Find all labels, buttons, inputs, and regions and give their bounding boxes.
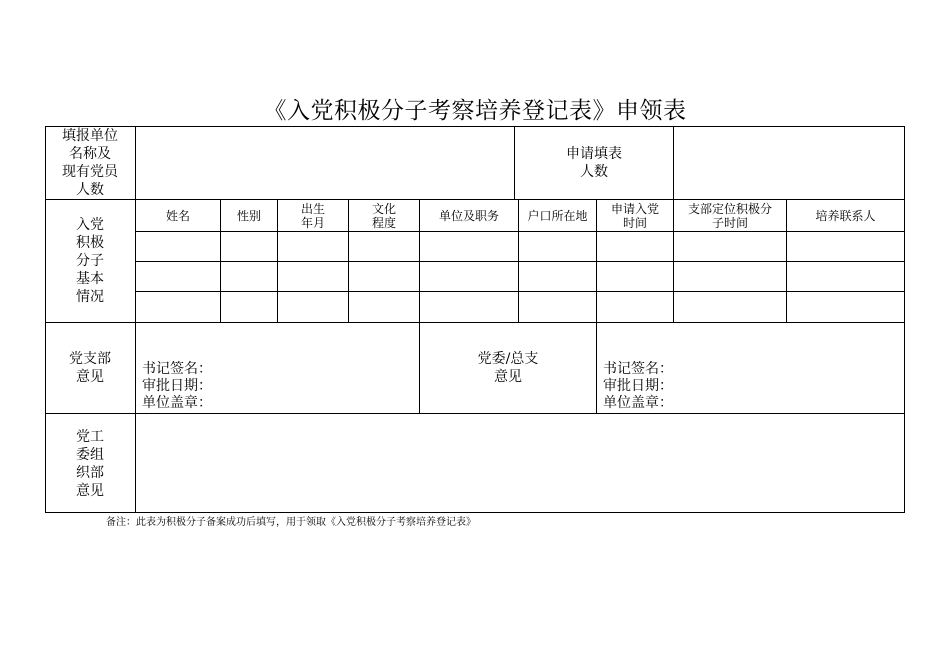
cell-name[interactable] — [136, 292, 220, 322]
cell-contact-person[interactable] — [787, 262, 904, 291]
cell-gender[interactable] — [221, 232, 277, 261]
label-line: 人数 — [580, 163, 608, 180]
cell-birth[interactable] — [278, 262, 348, 291]
header-text: 程度 — [371, 215, 396, 230]
branch-signature-block[interactable] — [142, 361, 212, 412]
header-text: 出生 — [300, 201, 325, 216]
header-unit-position — [420, 200, 518, 231]
signature-line: 书记签名： — [142, 361, 212, 377]
header-text: 时间 — [622, 215, 647, 230]
approval-date-line: 审批日期： — [603, 378, 673, 394]
branch-opinion-label — [45, 323, 135, 413]
header-activist-time — [674, 200, 786, 231]
label-line: 党委/总支 — [477, 351, 539, 367]
work-committee-opinion-field[interactable] — [136, 414, 904, 512]
page-title: 《入党积极分子考察培养登记表》申领表 — [263, 98, 687, 124]
header-text: 年月 — [300, 215, 325, 230]
reporting-unit-label — [45, 126, 135, 199]
label-line: 意见 — [76, 369, 104, 385]
reporting-unit-field[interactable] — [136, 126, 514, 199]
header-apply-time — [597, 200, 673, 231]
committee-signature-block[interactable] — [603, 361, 673, 412]
header-education — [349, 200, 419, 231]
header-text: 支部定位积极分 — [687, 201, 772, 216]
cell-name[interactable] — [136, 262, 220, 291]
signature-line: 书记签名： — [603, 361, 673, 377]
label-line: 积极 — [76, 235, 104, 251]
cell-gender[interactable] — [221, 292, 277, 322]
seal-line: 单位盖章： — [142, 395, 212, 411]
cell-household[interactable] — [519, 292, 596, 322]
cell-unit-position[interactable] — [420, 292, 518, 322]
label-line: 意见 — [76, 482, 104, 499]
cell-unit-position[interactable] — [420, 232, 518, 261]
cell-contact-person[interactable] — [787, 232, 904, 261]
cell-apply-time[interactable] — [597, 232, 673, 261]
cell-household[interactable] — [519, 262, 596, 291]
seal-line: 单位盖章： — [603, 395, 673, 411]
header-contact-person — [787, 200, 904, 231]
activist-basic-info-label — [45, 200, 135, 322]
header-text: 申请入党 — [610, 201, 659, 216]
header-text: 姓名 — [165, 208, 190, 223]
application-form — [45, 126, 905, 513]
label-line: 入党 — [76, 217, 104, 233]
label-line: 织部 — [76, 464, 104, 481]
label-line: 分子 — [76, 253, 104, 269]
cell-birth[interactable] — [278, 232, 348, 261]
cell-gender[interactable] — [221, 262, 277, 291]
label-line: 党支部 — [69, 351, 111, 367]
committee-opinion-label — [420, 348, 596, 388]
approval-date-line: 审批日期： — [142, 378, 212, 394]
label-line: 情况 — [76, 289, 104, 305]
header-text: 单位及职务 — [438, 208, 499, 223]
cell-household[interactable] — [519, 232, 596, 261]
label-line: 填报单位 — [62, 127, 118, 144]
header-birth — [278, 200, 348, 231]
footnote: 备注：此表为积极分子备案成功后填写，用于领取《入党积极分子考察培养登记表》 — [106, 517, 476, 528]
label-line: 意见 — [494, 369, 522, 385]
cell-education[interactable] — [349, 262, 419, 291]
cell-name[interactable] — [136, 232, 220, 261]
label-line: 名称及 — [69, 145, 111, 162]
work-committee-opinion-label — [45, 414, 135, 513]
cell-apply-time[interactable] — [597, 262, 673, 291]
header-name — [136, 200, 220, 231]
cell-activist-time[interactable] — [674, 232, 786, 261]
cell-contact-person[interactable] — [787, 292, 904, 322]
header-gender — [221, 200, 277, 231]
cell-unit-position[interactable] — [420, 262, 518, 291]
label-line: 党工 — [76, 428, 104, 445]
label-line: 委组 — [76, 446, 104, 463]
label-line: 人数 — [76, 181, 104, 198]
header-text: 户口所在地 — [527, 208, 588, 223]
cell-activist-time[interactable] — [674, 292, 786, 322]
header-text: 培养联系人 — [815, 208, 876, 223]
header-text: 性别 — [236, 208, 261, 223]
apply-count-label — [515, 126, 673, 199]
cell-birth[interactable] — [278, 292, 348, 322]
cell-education[interactable] — [349, 232, 419, 261]
cell-education[interactable] — [349, 292, 419, 322]
header-household — [519, 200, 596, 231]
label-line: 现有党员 — [62, 163, 118, 180]
header-text: 子时间 — [711, 215, 748, 230]
apply-count-field[interactable] — [674, 126, 904, 199]
cell-apply-time[interactable] — [597, 292, 673, 322]
label-line: 申请填表 — [566, 145, 622, 162]
cell-activist-time[interactable] — [674, 262, 786, 291]
label-line: 基本 — [76, 271, 104, 287]
header-text: 文化 — [371, 201, 396, 216]
